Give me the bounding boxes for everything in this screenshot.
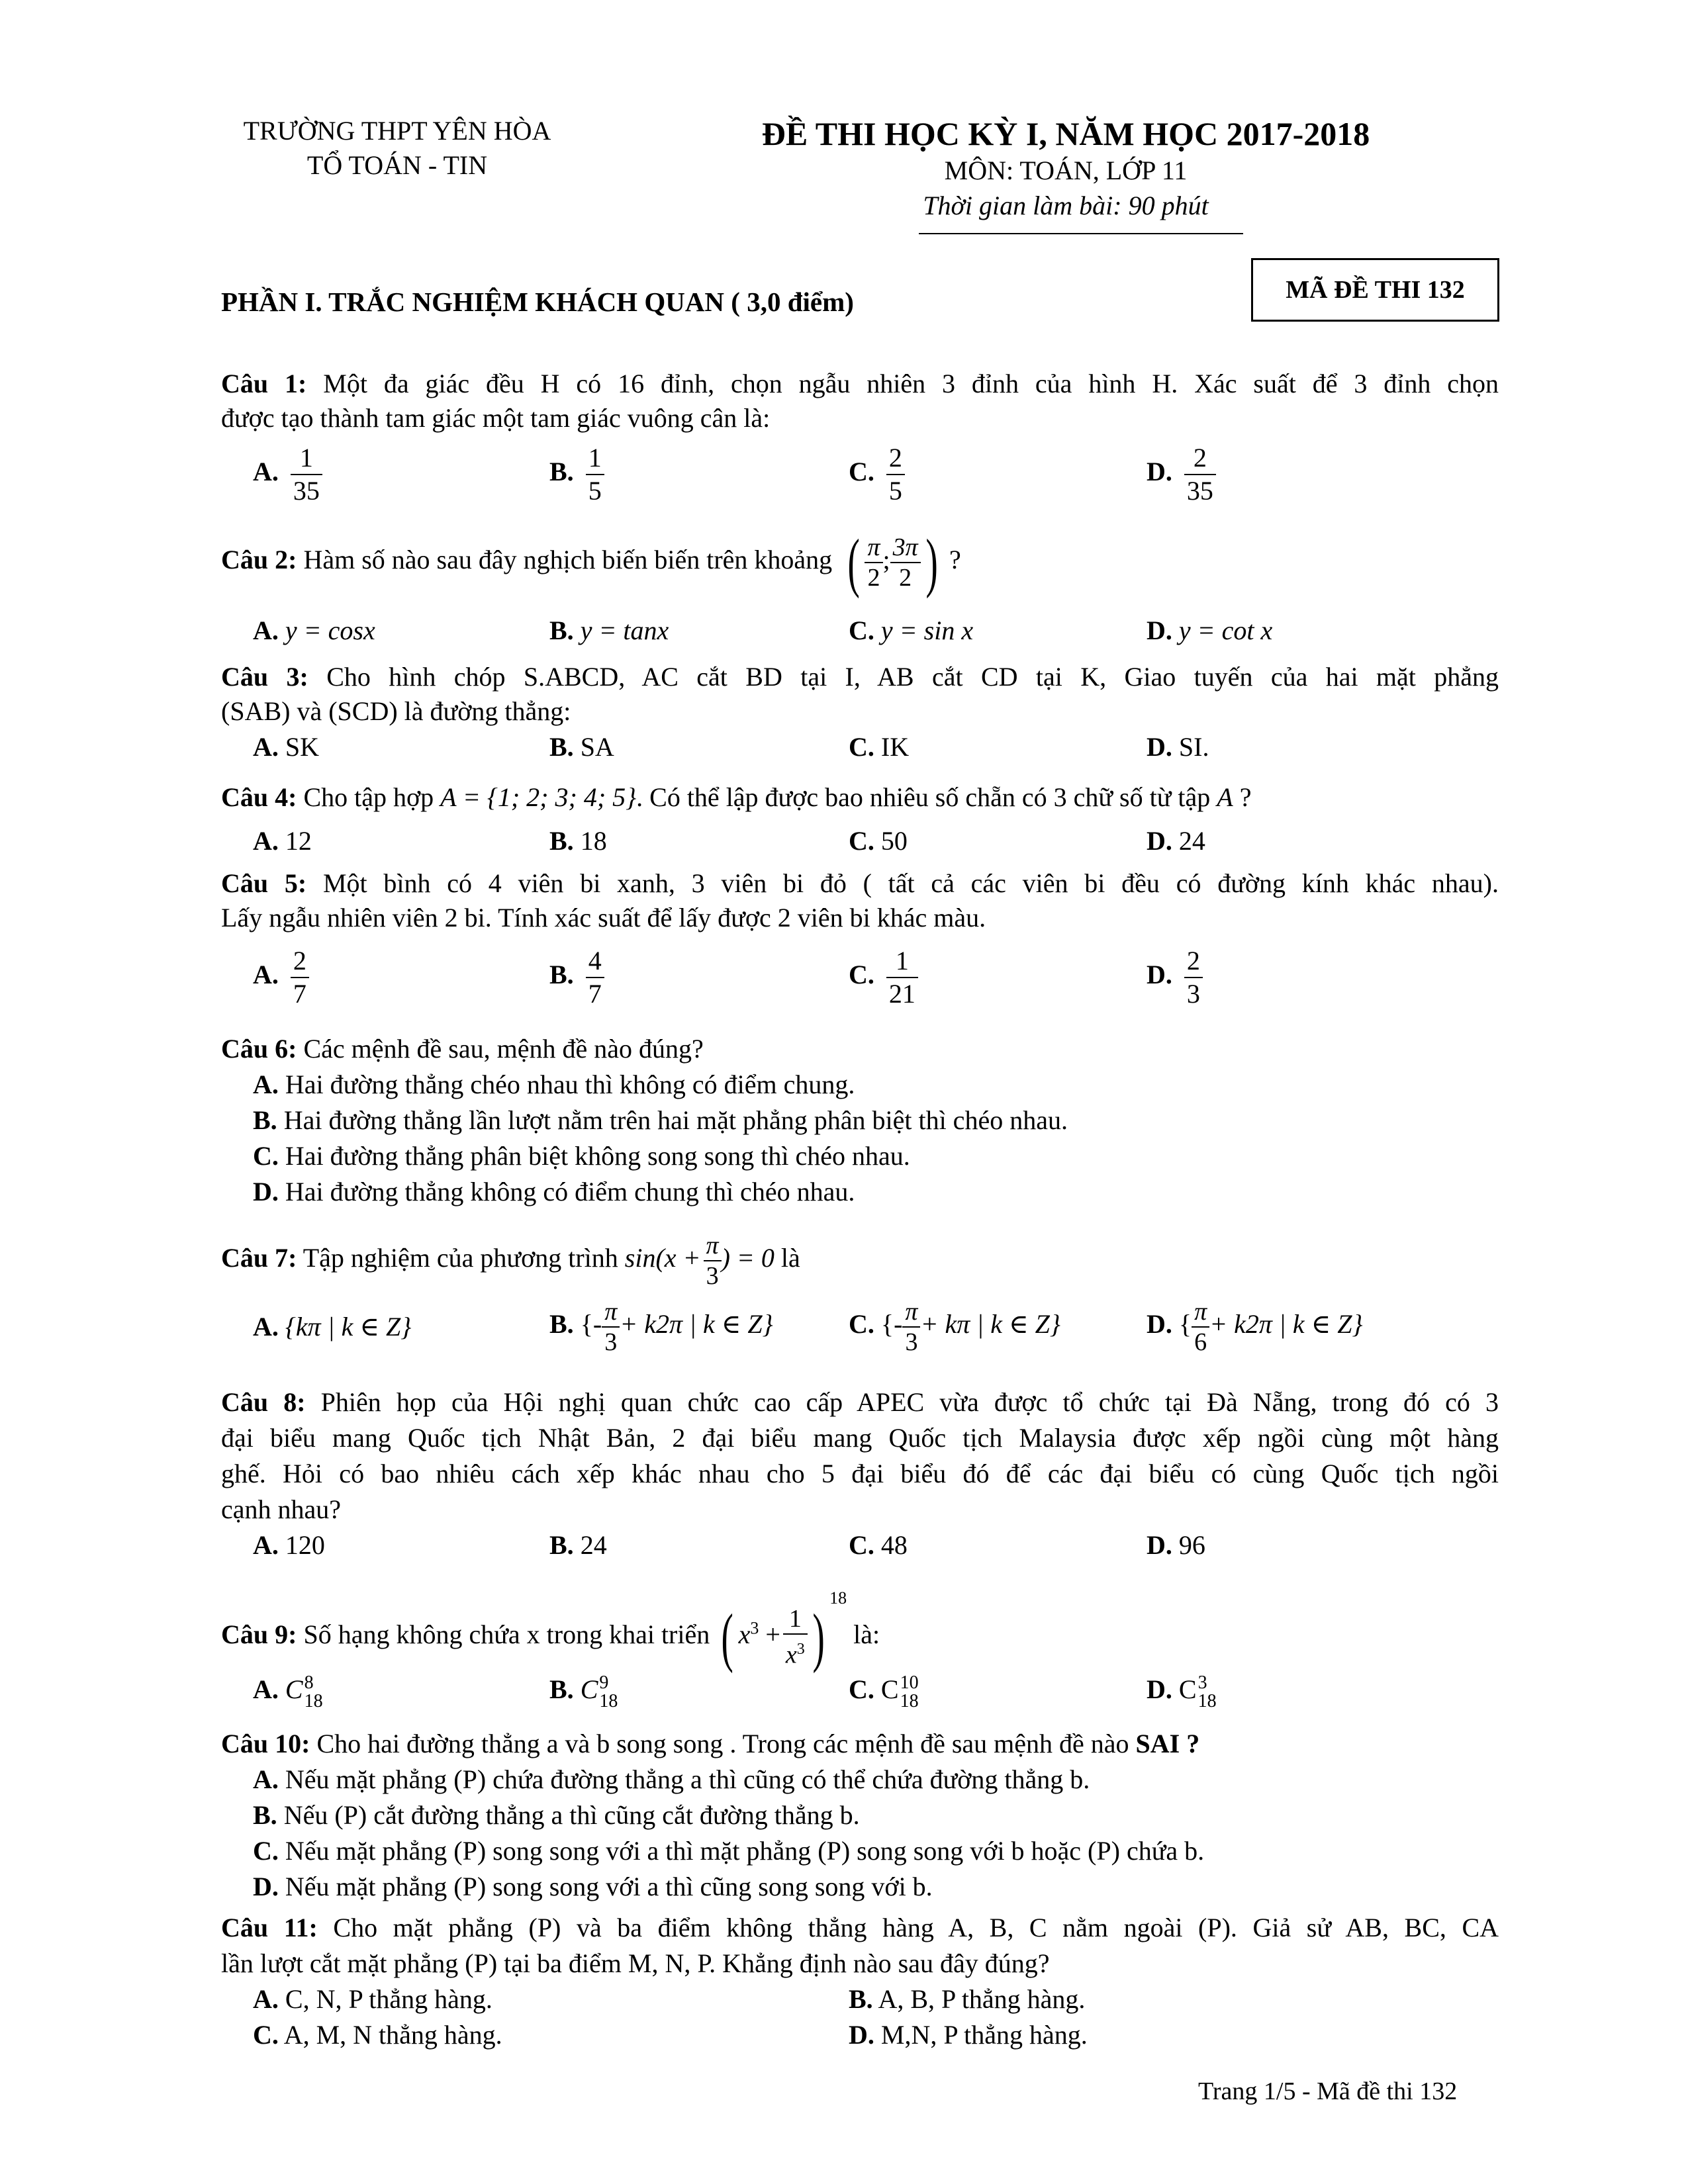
q1-option-d: D. $\frac{2}{35}$: [1147, 442, 1216, 507]
q10-option-a: A. Nếu mặt phẳng (P) chứa đường thẳng a thì cũng có thể chứa đường thẳng b.: [253, 1764, 1090, 1794]
q9-option-b: B. C 9 18: [549, 1672, 618, 1711]
q1-option-a: A. $\frac{1}{35}$: [253, 442, 322, 507]
exam-subject: MÔN: TOÁN, LỚP 11: [944, 156, 1188, 185]
q10-question: Câu 10: Cho hai đường thẳng a và b song song . Trong các mệnh đề sau mệnh đề nào SAI ?: [221, 1729, 1200, 1758]
q11-option-b: B. A, B, P thẳng hàng.: [849, 1984, 1086, 2014]
q2-option-c: C. y = sin x: [849, 615, 974, 645]
q4-option-a: A. 12: [253, 826, 312, 856]
q2-option-a: A. y = cosx: [253, 615, 375, 645]
q8-line-1: Câu 8: Phiên họp của Hội nghị quan chức cao cấp APEC vừa được tổ chức tại Đà Nẵng, trong đó có 3: [221, 1387, 1499, 1417]
q10-option-c: C. Nếu mặt phẳng (P) song song với a thì mặt phẳng (P) song song với b hoặc (P) chứa b.: [253, 1836, 1205, 1866]
q1-line-1: Câu 1: Một đa giác đều H có 16 đỉnh, chọn ngẫu nhiên 3 đỉnh của hình H. Xác suất để 3 đỉnh chọn: [221, 369, 1499, 398]
q8-option-c: C. 48: [849, 1530, 908, 1560]
header-divider: [919, 233, 1243, 234]
q8-line-2: đại biểu mang Quốc tịch Nhật Bản, 2 đại biểu mang Quốc tịch Malaysia được xếp ngồi cùng một hàng: [221, 1423, 1499, 1453]
q7-option-c: C. {- $\frac{\pi}{3}$ + kπ | k ∈ Z}: [849, 1298, 1060, 1356]
q11-label: Câu 11:: [221, 1913, 318, 1942]
q5-label: Câu 5:: [221, 868, 307, 898]
q3-option-a: A. SK: [253, 732, 320, 762]
q9-question: Câu 9: Số hạng không chứa x trong khai triển ( $x^3$ + $\frac{1}{x^3}$ )$^{18}$ là:: [221, 1588, 880, 1674]
q11-line-2: lần lượt cắt mặt phẳng (P) tại ba điểm M, N, P. Khẳng định nào sau đây đúng?: [221, 1948, 1050, 1978]
q1-label: Câu 1:: [221, 369, 307, 398]
q4-question: Câu 4: Cho tập hợp A = {1; 2; 3; 4; 5}. Có thể lập được bao nhiêu số chẵn có 3 chữ số từ tập A ?: [221, 782, 1252, 812]
q3-line-2: (SAB) và (SCD) là đường thẳng:: [221, 696, 571, 726]
q10-label: Câu 10:: [221, 1729, 310, 1758]
exam-title: ĐỀ THI HỌC KỲ I, NĂM HỌC 2017-2018: [761, 115, 1370, 152]
q1-option-b: B. $\frac{1}{5}$: [549, 442, 604, 507]
q3-option-d: D. SI.: [1147, 732, 1209, 762]
q5-option-b: B. $\frac{4}{7}$: [549, 945, 604, 1010]
q3-option-b: B. SA: [549, 732, 614, 762]
q2-option-d: D. y = cot x: [1147, 615, 1273, 645]
q6-option-c: C. Hai đường thẳng phân biệt không song song thì chéo nhau.: [253, 1141, 910, 1171]
q6-label: Câu 6:: [221, 1034, 297, 1064]
q9-option-c: C. C 10 18: [849, 1672, 919, 1711]
exam-header: [695, 114, 1436, 224]
q1-option-c: C. $\frac{2}{5}$: [849, 442, 905, 507]
q6-question: Câu 6: Các mệnh đề sau, mệnh đề nào đúng?: [221, 1034, 704, 1064]
q7-option-b: B. {- $\frac{\pi}{3}$ + k2π | k ∈ Z}: [549, 1298, 773, 1356]
q7-question: Câu 7: Tập nghiệm của phương trình sin(x + $\frac{\pi}{3}$ ) = 0 là: [221, 1232, 800, 1290]
q4-label: Câu 4:: [221, 782, 297, 812]
q6-option-b: B. Hai đường thẳng lần lượt nằm trên hai mặt phẳng phân biệt thì chéo nhau.: [253, 1105, 1068, 1135]
q7-option-a: A. {kπ | k ∈ Z}: [253, 1312, 412, 1342]
page-footer: Trang 1/5 - Mã đề thi 132: [1198, 2077, 1458, 2105]
q9-option-a: A. C 8 18: [253, 1672, 323, 1711]
q9-option-d: D. C 3 18: [1147, 1672, 1217, 1711]
q7-label: Câu 7:: [221, 1243, 297, 1273]
q11-option-d: D. M,N, P thẳng hàng.: [849, 2020, 1088, 2050]
q11-option-a: A. C, N, P thẳng hàng.: [253, 1984, 492, 2014]
q10-option-d: D. Nếu mặt phẳng (P) song song với a thì cũng song song với b.: [253, 1872, 933, 1901]
exam-duration: Thời gian làm bài: 90 phút: [923, 191, 1209, 220]
q3-option-c: C. IK: [849, 732, 910, 762]
q8-option-d: D. 96: [1147, 1530, 1205, 1560]
q9-label: Câu 9:: [221, 1619, 297, 1649]
school-header: [199, 114, 596, 183]
q5-line-1: Câu 5: Một bình có 4 viên bi xanh, 3 viên bi đỏ ( tất cả các viên bi đều có đường kính khác nhau).: [221, 868, 1499, 898]
q5-option-d: D. $\frac{2}{3}$: [1147, 945, 1203, 1010]
q5-option-c: C. $\frac{1}{21}$: [849, 945, 918, 1010]
q11-option-c: C. A, M, N thẳng hàng.: [253, 2020, 502, 2050]
q5-line-2: Lấy ngẫu nhiên viên 2 bi. Tính xác suất để lấy được 2 viên bi khác màu.: [221, 903, 986, 933]
q8-line-4: cạnh nhau?: [221, 1494, 342, 1524]
exam-code-box: MÃ ĐỀ THI 132: [1251, 258, 1499, 322]
section-title: PHẦN I. TRẮC NGHIỆM KHÁCH QUAN ( 3,0 điểm): [221, 287, 854, 317]
q4-option-c: C. 50: [849, 826, 908, 856]
q1-line-2: được tạo thành tam giác một tam giác vuông cân là:: [221, 403, 771, 433]
q11-line-1: Câu 11: Cho mặt phẳng (P) và ba điểm không thẳng hàng A, B, C nằm ngoài (P). Giả sử AB, BC, CA: [221, 1913, 1499, 1942]
q4-option-b: B. 18: [549, 826, 607, 856]
q3-line-1: Câu 3: Cho hình chóp S.ABCD, AC cắt BD tại I, AB cắt CD tại K, Giao tuyến của hai mặt phẳng: [221, 662, 1499, 692]
q2-label: Câu 2:: [221, 545, 297, 575]
department-name: TỔ TOÁN - TIN: [306, 150, 488, 180]
q3-label: Câu 3:: [221, 662, 308, 692]
q7-option-d: D. { $\frac{\pi}{6}$ + k2π | k ∈ Z}: [1147, 1298, 1363, 1356]
q6-option-d: D. Hai đường thẳng không có điểm chung thì chéo nhau.: [253, 1177, 855, 1206]
q8-line-3: ghế. Hỏi có bao nhiêu cách xếp khác nhau cho 5 đại biểu đó để các đại biểu có cùng Quốc tịch ngồi: [221, 1459, 1499, 1488]
q8-label: Câu 8:: [221, 1387, 306, 1417]
q6-option-a: A. Hai đường thẳng chéo nhau thì không có điểm chung.: [253, 1069, 855, 1099]
q8-option-b: B. 24: [549, 1530, 607, 1560]
q10-option-b: B. Nếu (P) cắt đường thẳng a thì cũng cắt đường thẳng b.: [253, 1800, 860, 1830]
q2-option-b: B. y = tanx: [549, 615, 669, 645]
q2-question: Câu 2: Hàm số nào sau đây nghịch biến biến trên khoảng ( $\frac{\pi}{2}$ ; $\frac{3\pi}{2}$ ) ?: [221, 525, 961, 599]
q10-emphasis: SAI ?: [1135, 1729, 1200, 1758]
q5-option-a: A. $\frac{2}{7}$: [253, 945, 309, 1010]
school-name: TRƯỜNG THPT YÊN HÒA: [243, 116, 551, 146]
q4-option-d: D. 24: [1147, 826, 1205, 856]
q8-option-a: A. 120: [253, 1530, 325, 1560]
